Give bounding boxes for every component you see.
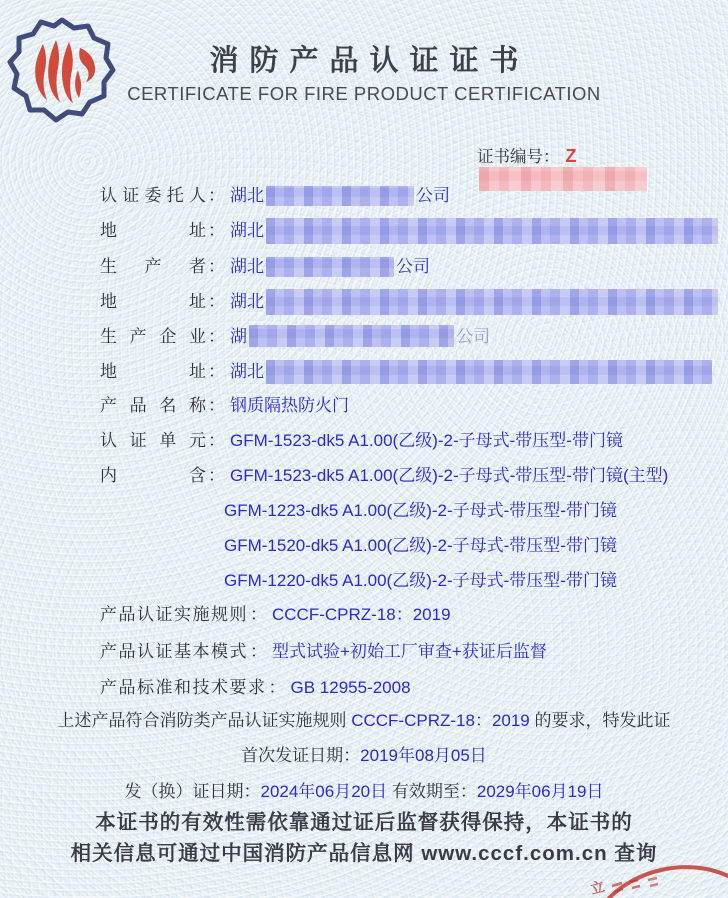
field-label: 生产者 <box>100 257 206 276</box>
field-row-producer <box>100 252 430 277</box>
field-label: 生产企业 <box>100 327 206 346</box>
field-row-address-3 <box>100 357 714 384</box>
reissue-date-row <box>0 777 728 802</box>
field-value: GB 12955-2008 <box>290 678 411 697</box>
field-value: GFM-1523-dk5 A1.00(乙级)-2-子母式-带压型-带门镜(主型) <box>230 466 669 485</box>
label-colon: ： <box>208 466 225 485</box>
validity-note-line-2: 相关信息可通过中国消防产品信息网 www.cccf.com.cn 查询 <box>70 842 658 865</box>
statement-rule-code: CCCF-CPRZ-18：2019 <box>351 711 530 730</box>
field-label: 地址 <box>100 362 206 381</box>
field-label: 产品标准和技术要求 <box>100 678 267 697</box>
field-row-cert-mode <box>100 637 547 662</box>
field-row-address-1 <box>100 216 720 244</box>
field-value: 湖 <box>230 327 247 346</box>
label-colon: ： <box>208 327 225 346</box>
reissue-date-label: 发（换）证日期： <box>124 782 261 801</box>
first-issue-date-value: 2019年08月05日 <box>360 746 487 765</box>
redaction-block <box>266 289 718 315</box>
compliance-statement <box>0 706 728 731</box>
field-row-standard <box>100 673 411 698</box>
label-colon: ： <box>250 642 267 661</box>
statement-pre: 上述产品符合消防类产品认证实施规则 <box>57 711 352 730</box>
model-row: GFM-1223-dk5 A1.00(乙级)-2-子母式-带压型-带门镜 <box>224 501 617 520</box>
label-colon: ： <box>208 362 225 381</box>
field-value: 公司 <box>396 257 430 276</box>
field-row-cert-unit <box>100 426 623 451</box>
model-row: GFM-1220-dk5 A1.00(乙级)-2-子母式-带压型-带门镜 <box>224 571 617 590</box>
redaction-block <box>249 325 454 347</box>
redaction-block <box>266 360 712 384</box>
field-label: 产品名称 <box>100 396 206 415</box>
valid-until-label: 有效期至： <box>387 782 477 801</box>
cert-number-label: 证书编号： <box>477 148 560 166</box>
label-colon: ： <box>208 396 225 415</box>
cert-number-row <box>477 143 728 191</box>
field-value: 湖北 <box>230 221 264 240</box>
model-row: GFM-1520-dk5 A1.00(乙级)-2-子母式-带压型-带门镜 <box>224 536 617 555</box>
field-row-consignor <box>100 181 450 206</box>
statement-post: 的要求，特发此证 <box>529 711 671 730</box>
redaction-block-cert-number <box>479 167 647 191</box>
first-issue-date-row <box>0 741 728 766</box>
field-value: 公司 <box>456 327 490 346</box>
field-value: 湖北 <box>230 257 264 276</box>
field-label: 认证委托人 <box>100 186 206 205</box>
label-colon: ： <box>250 605 267 624</box>
redaction-block <box>266 257 394 277</box>
valid-until-value: 2029年06月19日 <box>476 782 604 801</box>
field-value: 公司 <box>416 186 450 205</box>
label-colon: ： <box>208 257 225 276</box>
field-row-product-name <box>100 391 349 416</box>
field-row-address-2 <box>100 287 720 315</box>
field-label: 地址 <box>100 221 206 240</box>
field-value: CCCF-CPRZ-18：2019 <box>272 605 451 624</box>
label-colon: ： <box>208 292 225 311</box>
field-value: GFM-1523-dk5 A1.00(乙级)-2-子母式-带压型-带门镜 <box>230 431 623 450</box>
field-value: 钢质隔热防火门 <box>230 396 349 415</box>
label-colon: ： <box>208 186 225 205</box>
redaction-block <box>266 186 414 206</box>
field-value: 湖北 <box>230 186 264 205</box>
field-label: 内含 <box>100 466 206 485</box>
red-seal-stamp-icon <box>578 842 728 898</box>
field-value: 型式试验+初始工厂审查+获证后监督 <box>272 642 547 661</box>
field-value: 湖北 <box>230 362 264 381</box>
field-value: 湖北 <box>230 292 264 311</box>
label-colon: ： <box>208 431 225 450</box>
label-colon: ： <box>268 678 286 697</box>
field-label: 认证单元 <box>100 431 206 450</box>
redaction-block <box>266 218 718 244</box>
seal-partial-char: 立 <box>588 877 607 897</box>
field-label: 产品认证基本模式 <box>100 642 248 661</box>
page-title: 消防产品认证证书 <box>209 45 530 77</box>
label-colon: ： <box>208 221 225 240</box>
cert-number-value: Z <box>565 146 577 166</box>
field-label: 产品认证实施规则 <box>100 605 248 624</box>
field-row-implementation-rule <box>100 600 451 625</box>
field-label: 地址 <box>100 292 206 311</box>
field-row-manufacturer <box>100 322 490 347</box>
validity-note-line-1: 本证书的有效性需依靠通过证后监督获得保持，本证书的 <box>95 811 633 834</box>
reissue-date-value: 2024年06月20日 <box>260 782 388 801</box>
field-row-included-models <box>100 461 668 486</box>
first-issue-date-label: 首次发证日期： <box>241 746 361 765</box>
page-subtitle: CERTIFICATE FOR FIRE PRODUCT CERTIFICATION <box>127 83 601 104</box>
